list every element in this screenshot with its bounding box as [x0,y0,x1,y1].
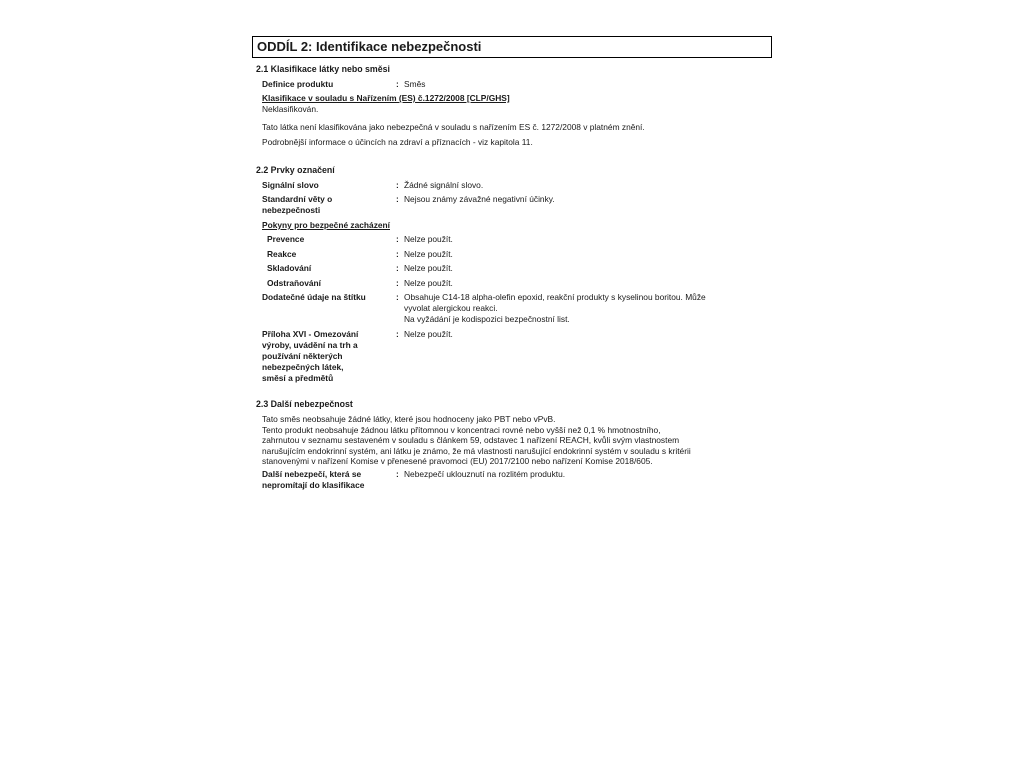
colon: : [396,263,399,273]
colon: : [396,180,399,190]
product-definition-label: Definice produktu [262,79,334,89]
other-hazards-line: Tato směs neobsahuje žádné látky, které jsou hodnoceny jako PBT nebo vPvB. [262,414,556,424]
sds-page [252,36,772,493]
annex-label-line: směsí a předmětů [262,373,334,383]
classification-value: Neklasifikován. [262,104,319,114]
precaution-label: Prevence [267,234,305,244]
annex-label-line: výroby, uvádění na trh a [262,340,358,350]
precaution-value: Nelze použít. [404,234,453,244]
annex-xvi-label [262,329,388,384]
other-hazards-label-line: Další nebezpečí, která se [262,468,362,479]
subsection-2-1-heading: 2.1 Klasifikace látky nebo směsi [256,64,390,74]
precaution-value: Nelze použít. [404,248,453,259]
annex-label-line: Příloha XVI - Omezování [262,329,359,339]
supplemental-line: Na vyžádání je kodispozici bezpečnostní list. [404,314,570,324]
colon: : [396,234,399,244]
colon: : [396,277,399,288]
signal-word-label: Signální slovo [262,180,319,190]
signal-word-value: Žádné signální slovo. [404,180,484,190]
colon: : [396,292,399,302]
product-definition-value: Směs [404,79,426,89]
precaution-row [252,234,772,249]
hazard-statements-label [262,194,388,216]
supplemental-label-label: Dodatečné údaje na štítku [262,292,366,302]
hazard-label-line: Standardní věty o [262,194,333,204]
precaution-label: Reakce [267,248,297,259]
supplemental-label-value [404,292,769,325]
other-hazards-line: stanovenými v nařízení Komise v přenesené pravomoci (EU) 2017/2100 nebo nařízení Komise 2018/605. [262,456,653,466]
other-hazards-line: Tento produkt neobsahuje žádnou látku přítomnou v koncentraci rovné nebo vyšší než 0,1 % hmotnostního, [262,424,661,435]
other-hazards-label [262,469,388,491]
precaution-row [252,263,772,278]
supplemental-line: Obsahuje C14-18 alpha-olefin epoxid, reakční produkty s kyselinou boritou. Může [404,292,706,302]
annex-label-line: používání některých [262,351,343,361]
signal-word-row [252,180,772,194]
precaution-value: Nelze použít. [404,263,453,273]
annex-xvi-value: Nelze použít. [404,329,453,339]
hazard-label-line: nebezpečnosti [262,205,321,215]
colon: : [396,194,399,204]
section-title: ODDÍL 2: Identifikace nebezpečnosti [252,36,772,58]
precaution-value: Nelze použít. [404,277,453,288]
precaution-label: Skladování [267,263,312,273]
colon: : [396,79,399,89]
supplemental-label-row [252,292,772,329]
colon: : [396,329,399,339]
other-hazards-value: Nebezpečí uklouznutí na rozlitém produktu. [404,468,566,479]
annex-xvi-row [252,329,772,389]
product-definition-row [252,79,772,93]
annex-label-line: nebezpečných látek, [262,362,344,372]
precaution-row [252,278,772,293]
other-hazards-label-line: nepromítají do klasifikace [262,479,365,490]
other-hazards-row [252,469,772,493]
subsection-2-2-heading: 2.2 Prvky označení [256,165,335,175]
precaution-label: Odstraňování [267,277,321,288]
classification-note-2: Podrobnější informace o účincích na zdraví a příznacích - viz kapitola 11. [262,137,533,147]
hazard-statements-value: Nejsou známy závažné negativní účinky. [404,194,555,204]
hazard-statements-row [252,194,772,218]
other-hazards-text [262,414,767,467]
other-hazards-line: zahrnutou v seznamu sestaveném v souladu s článkem 59, odstavec 1 nařízení REACH, kvůli svým vlastnostem [262,435,680,445]
subsection-2-3-heading: 2.3 Další nebezpečnost [256,399,353,409]
other-hazards-line: narušujícím endokrinní systém, ani látku je známo, že má vlastnosti narušující endokrinní systém v souladu s kritérii [262,445,691,456]
precaution-heading: Pokyny pro bezpečné zacházení [262,220,390,230]
classification-note-1: Tato látka není klasifikována jako nebezpečná v souladu s nařízením ES č. 1272/2008 v platném znění. [262,122,645,132]
supplemental-line: vyvolat alergickou reakci. [404,303,498,313]
colon: : [396,468,399,479]
precaution-row [252,249,772,264]
classification-heading: Klasifikace v souladu s Nařízením (ES) č.1272/2008 [CLP/GHS] [262,93,510,103]
colon: : [396,248,399,259]
